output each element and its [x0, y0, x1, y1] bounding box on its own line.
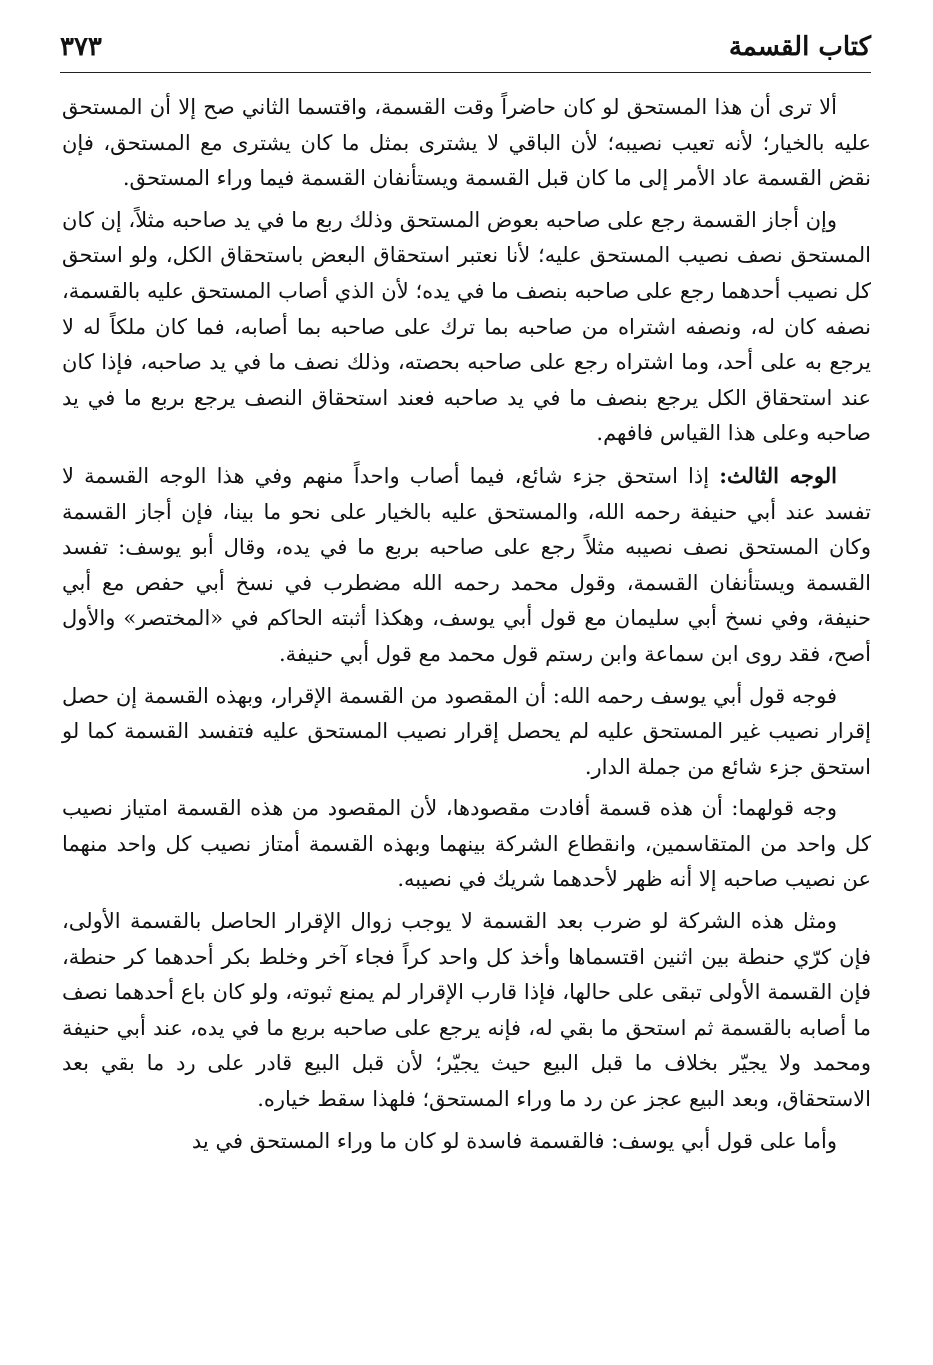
- paragraph-7: [62, 1124, 871, 1160]
- paragraph-4-text: فوجه قول أبي يوسف رحمه الله: أن المقصود من القسمة الإقرار، وبهذه القسمة إن حصل إقرار نصيب غير المستحق عليه لم يحصل إقرار نصيب المستحق عليه فتفسد القسمة كما لو استحق جزء شائع من جملة الدار.: [62, 683, 871, 779]
- section-heading-third-aspect: الوجه الثالث:: [719, 462, 837, 488]
- paragraph-2: [62, 203, 871, 452]
- paragraph-6: [62, 904, 871, 1118]
- paragraph-3-text: إذا استحق جزء شائع، فيما أصاب واحداً منهم وفي هذا الوجه القسمة لا تفسد عند أبي حنيفة رحمه الله، والمستحق عليه بالخيار على نحو ما بينا، فإن أجاز القسمة وكان المستحق نصف نصيبه مثلاً رجع على صاحبه بربع ما في يده، وقال أبو يوسف: تفسد القسمة ويستأنفان القسمة، وقول محمد رحمه الله مضطرب في نسخ أبي حفص مع أبي حنيفة، وفي نسخ أبي سليمان مع قول أبي يوسف، وهكذا أثبته الحاكم في «المختصر» والأول أصح، فقد روى ابن سماعة وابن رستم قول محمد مع قول أبي حنيفة.: [62, 463, 871, 666]
- page-number: ٣٧٣: [60, 32, 102, 62]
- paragraph-1-text: ألا ترى أن هذا المستحق لو كان حاضراً وقت القسمة، واقتسما الثاني صح إلا أن المستحق عليه بالخيار؛ لأنه تعيب نصيبه؛ لأن الباقي لا يشترى بمثل ما كان يشترى مع المستحق، فإن نقض القسمة عاد الأمر إلى ما كان قبل القسمة ويستأنفان القسمة فيما وراء المستحق.: [62, 95, 871, 191]
- running-header: [60, 30, 871, 73]
- paragraph-6-text: ومثل هذه الشركة لو ضرب بعد القسمة لا يوجب زوال الإقرار الحاصل بالقسمة الأولى، فإن كرّي حنطة بين اثنين اقتسماها وأخذ كل واحد كراً فجاء آخر وخلط بكر أحدهما كر حنطة، فإن القسمة الأولى تبقى على حالها، فإذا قارب الإقرار لم يمنع ثبوته، ولو كان باع أحدهما نصف ما أصابه بالقسمة ثم استحق ما بقي له، فإنه يرجع على صاحبه بربع ما في يده، عند أبي حنيفة ومحمد ولا يجيّر بخلاف ما قبل البيع حيث يجيّر؛ لأن قبل البيع قادر على رد ما بقي بعد الاستحقاق، وبعد البيع عجز عن رد ما وراء المستحق؛ فلهذا سقط خياره.: [62, 909, 871, 1112]
- paragraph-7-text: وأما على قول أبي يوسف: فالقسمة فاسدة لو كان ما وراء المستحق في يد: [191, 1128, 837, 1153]
- paragraph-1: [62, 90, 871, 197]
- paragraph-5: [62, 791, 871, 898]
- chapter-title: كتاب القسمة: [728, 32, 871, 62]
- paragraph-3: [62, 458, 871, 673]
- body-text: [62, 90, 871, 1165]
- paragraph-4: [62, 679, 871, 786]
- paragraph-2-text: وإن أجاز القسمة رجع على صاحبه بعوض المستحق وذلك ربع ما في يد صاحبه مثلاً، إن كان المستحق نصف نصيب المستحق عليه؛ لأنا نعتبر استحقاق البعض باستحقاق الكل، ولو استحق كل نصيب أحدهما رجع على صاحبه بنصف ما في يده؛ لأن الذي أصاب المستحق عليه بالقسمة، نصفه كان له، ونصفه اشتراه من صاحبه بما ترك على صاحبه بما أصابه، فما كان ملكاً له لا يرجع به على أحد، وما اشتراه رجع على صاحبه بحصته، وذلك نصف ما في يد صاحبه، فإذا كان عند استحقاق الكل يرجع بنصف ما في يد صاحبه فعند استحقاق النصف يرجع بربع ما في يد صاحبه وعلى هذا القياس فافهم.: [62, 207, 871, 446]
- paragraph-5-text: وجه قولهما: أن هذه قسمة أفادت مقصودها، لأن المقصود من هذه القسمة امتياز نصيب كل واحد من المتقاسمين، وانقطاع الشركة بينهما وبهذه القسمة أمتاز نصيب كل واحد منهما عن نصيب صاحبه إلا أنه ظهر لأحدهما شريك في نصيبه.: [62, 796, 871, 892]
